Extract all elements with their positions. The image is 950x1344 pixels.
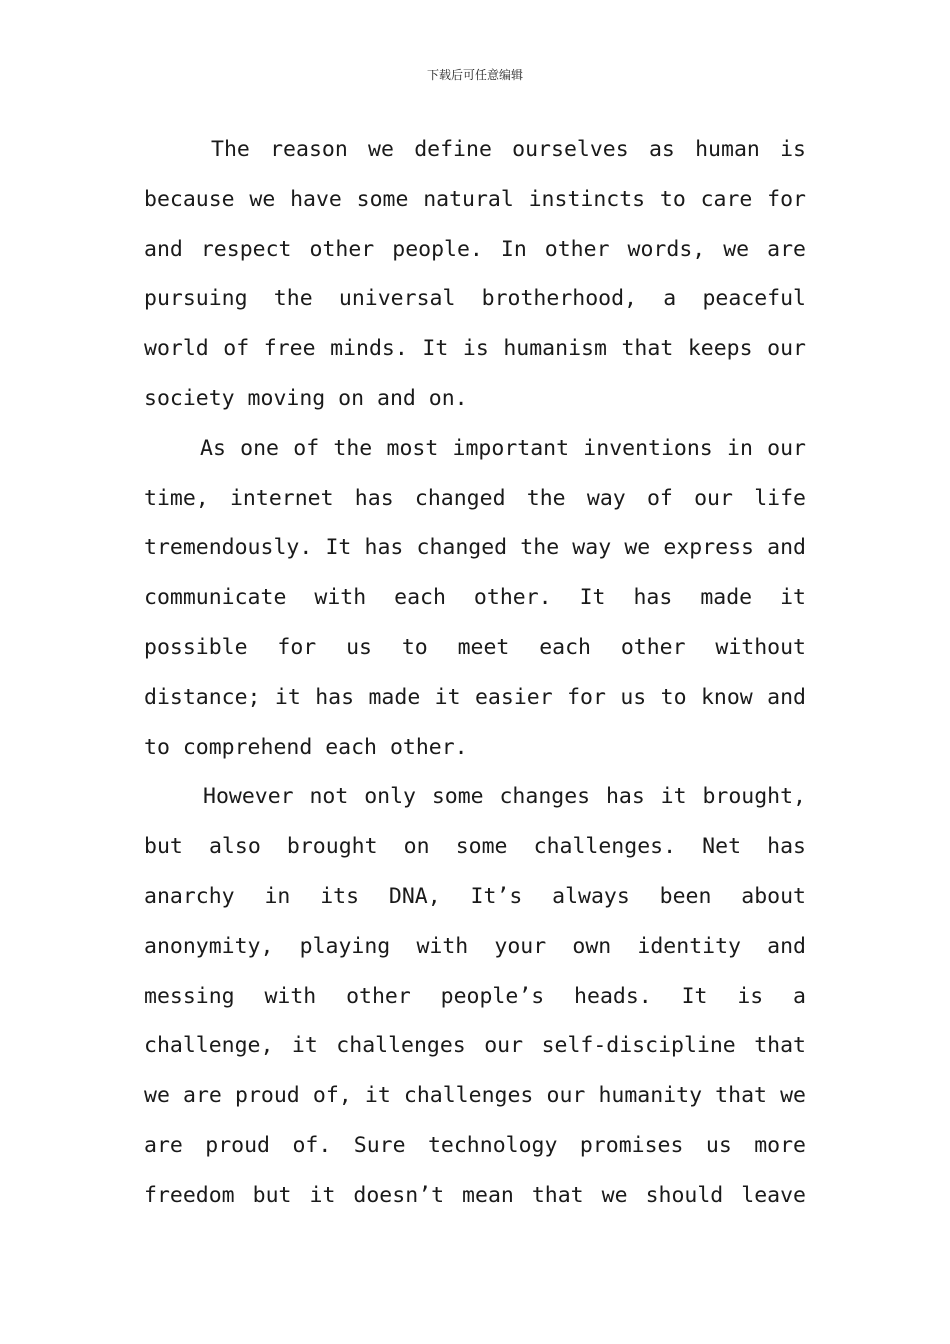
text-line: However not only some changes has it brought,	[203, 784, 806, 810]
text-line: As one of the most important inventions in our	[200, 435, 806, 461]
text-line: society moving on and on.	[144, 385, 468, 411]
text-line: world of free minds. It is humanism that keeps our	[144, 336, 806, 362]
text-line: but also brought on some challenges. Net has	[144, 834, 806, 860]
text-line: anarchy in its DNA, It’s always been about	[144, 883, 806, 909]
text-line: The reason we define ourselves as human is	[211, 137, 806, 162]
document-body	[144, 125, 806, 1221]
text-line: anonymity, playing with your own identity and	[144, 933, 806, 959]
text-line: pursuing the universal brotherhood, a peaceful	[144, 286, 806, 312]
paragraph	[144, 772, 806, 1220]
text-line: messing with other people’s heads. It is a	[144, 983, 806, 1009]
text-line: time, internet has changed the way of our life	[144, 485, 806, 511]
text-line: tremendously. It has changed the way we express and	[144, 535, 806, 561]
paragraph	[144, 125, 806, 424]
text-line: challenge, it challenges our self-discipline that	[144, 1033, 806, 1059]
text-line: to comprehend each other.	[144, 734, 468, 760]
text-line: communicate with each other. It has made it	[144, 585, 806, 611]
text-line: because we have some natural instincts to care for	[144, 186, 806, 212]
text-line: and respect other people. In other words, we are	[144, 236, 806, 262]
page-header: 下载后可任意编辑	[426, 68, 523, 82]
paragraph	[144, 424, 806, 773]
text-line: freedom but it doesn’t mean that we should leave	[144, 1182, 806, 1208]
text-line: we are proud of, it challenges our humanity that we	[144, 1083, 806, 1109]
text-line: distance; it has made it easier for us to know and	[144, 684, 806, 710]
text-line: are proud of. Sure technology promises us more	[144, 1132, 806, 1158]
text-line: possible for us to meet each other without	[144, 634, 806, 660]
